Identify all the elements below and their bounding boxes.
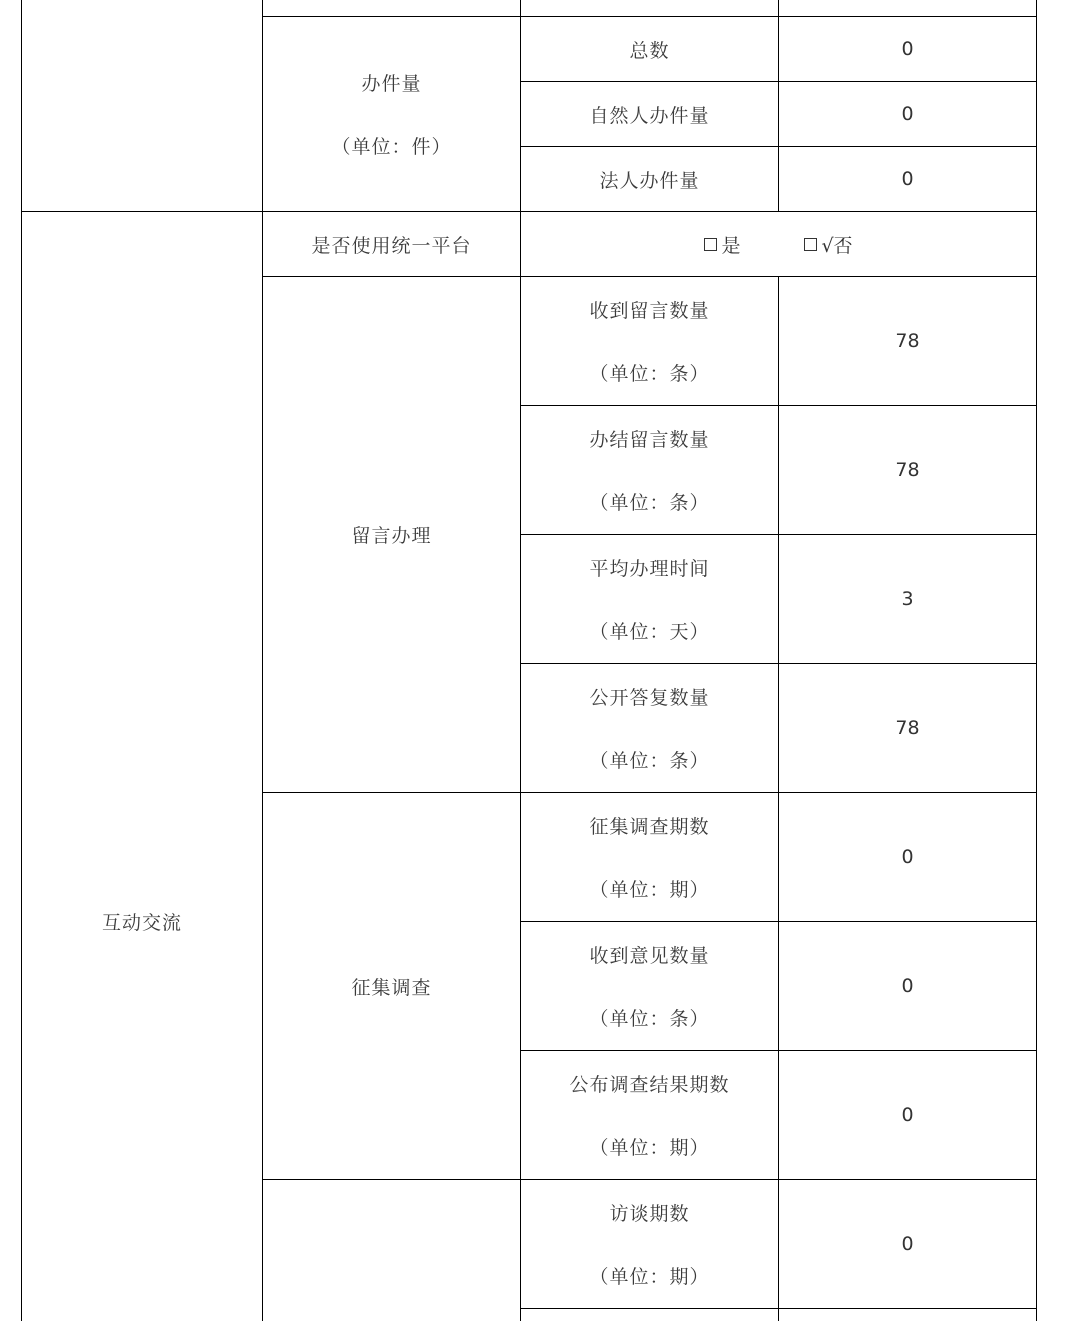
survey-row-label: 收到意见数量 （单位：条）: [589, 945, 710, 1030]
handling-row-value: 0: [901, 168, 914, 190]
interaction-section-cell: [22, 212, 262, 1321]
table-border-right: [1036, 0, 1037, 1321]
handling-group-unit: （单位：件）: [331, 136, 452, 158]
row-line: [520, 1308, 1037, 1309]
handling-row-label: 总数: [629, 39, 670, 62]
handling-row-label: 自然人办件量: [589, 104, 710, 127]
messages-row-label: 收到留言数量 （单位：条）: [589, 300, 710, 385]
option-yes-checkbox[interactable]: 是: [704, 231, 740, 258]
messages-row-value: 78: [895, 330, 920, 352]
messages-group-cell: [263, 277, 520, 792]
handling-group-cell: [263, 17, 520, 211]
interview-row-label: 访谈期数 （单位：期）: [589, 1203, 710, 1288]
messages-row-value: 3: [901, 588, 914, 610]
messages-row-value: 78: [895, 459, 920, 481]
messages-row-label: 平均办理时间 （单位：天）: [589, 558, 710, 643]
handling-row-label: 法人办件量: [599, 169, 700, 192]
survey-group-label: 征集调查: [351, 976, 432, 999]
survey-row-value: 0: [901, 975, 914, 997]
messages-row-label: 公开答复数量 （单位：条）: [589, 687, 710, 772]
survey-group-cell: [263, 793, 520, 1179]
handling-group-label: 办件量: [361, 73, 422, 95]
messages-row-value: 78: [895, 717, 920, 739]
interaction-section-label: 互动交流: [101, 912, 182, 934]
interview-row-value: 0: [901, 1233, 914, 1255]
survey-row-value: 0: [901, 846, 914, 868]
handling-row-value: 0: [901, 38, 914, 60]
messages-row-label: 办结留言数量 （单位：条）: [589, 429, 710, 514]
survey-row-value: 0: [901, 1104, 914, 1126]
handling-row-value: 0: [901, 103, 914, 125]
survey-row-label: 公布调查结果期数 （单位：期）: [569, 1074, 730, 1159]
unified-platform-options-cell: [521, 212, 1036, 276]
unified-platform-label-cell: 是否使用统一平台: [311, 234, 472, 257]
checkbox-empty-icon: [804, 238, 817, 251]
option-no-checkbox[interactable]: √否: [804, 231, 852, 258]
messages-group-label: 留言办理: [351, 525, 432, 547]
checkbox-empty-icon: [704, 238, 717, 251]
survey-row-label: 征集调查期数 （单位：期）: [589, 816, 710, 901]
